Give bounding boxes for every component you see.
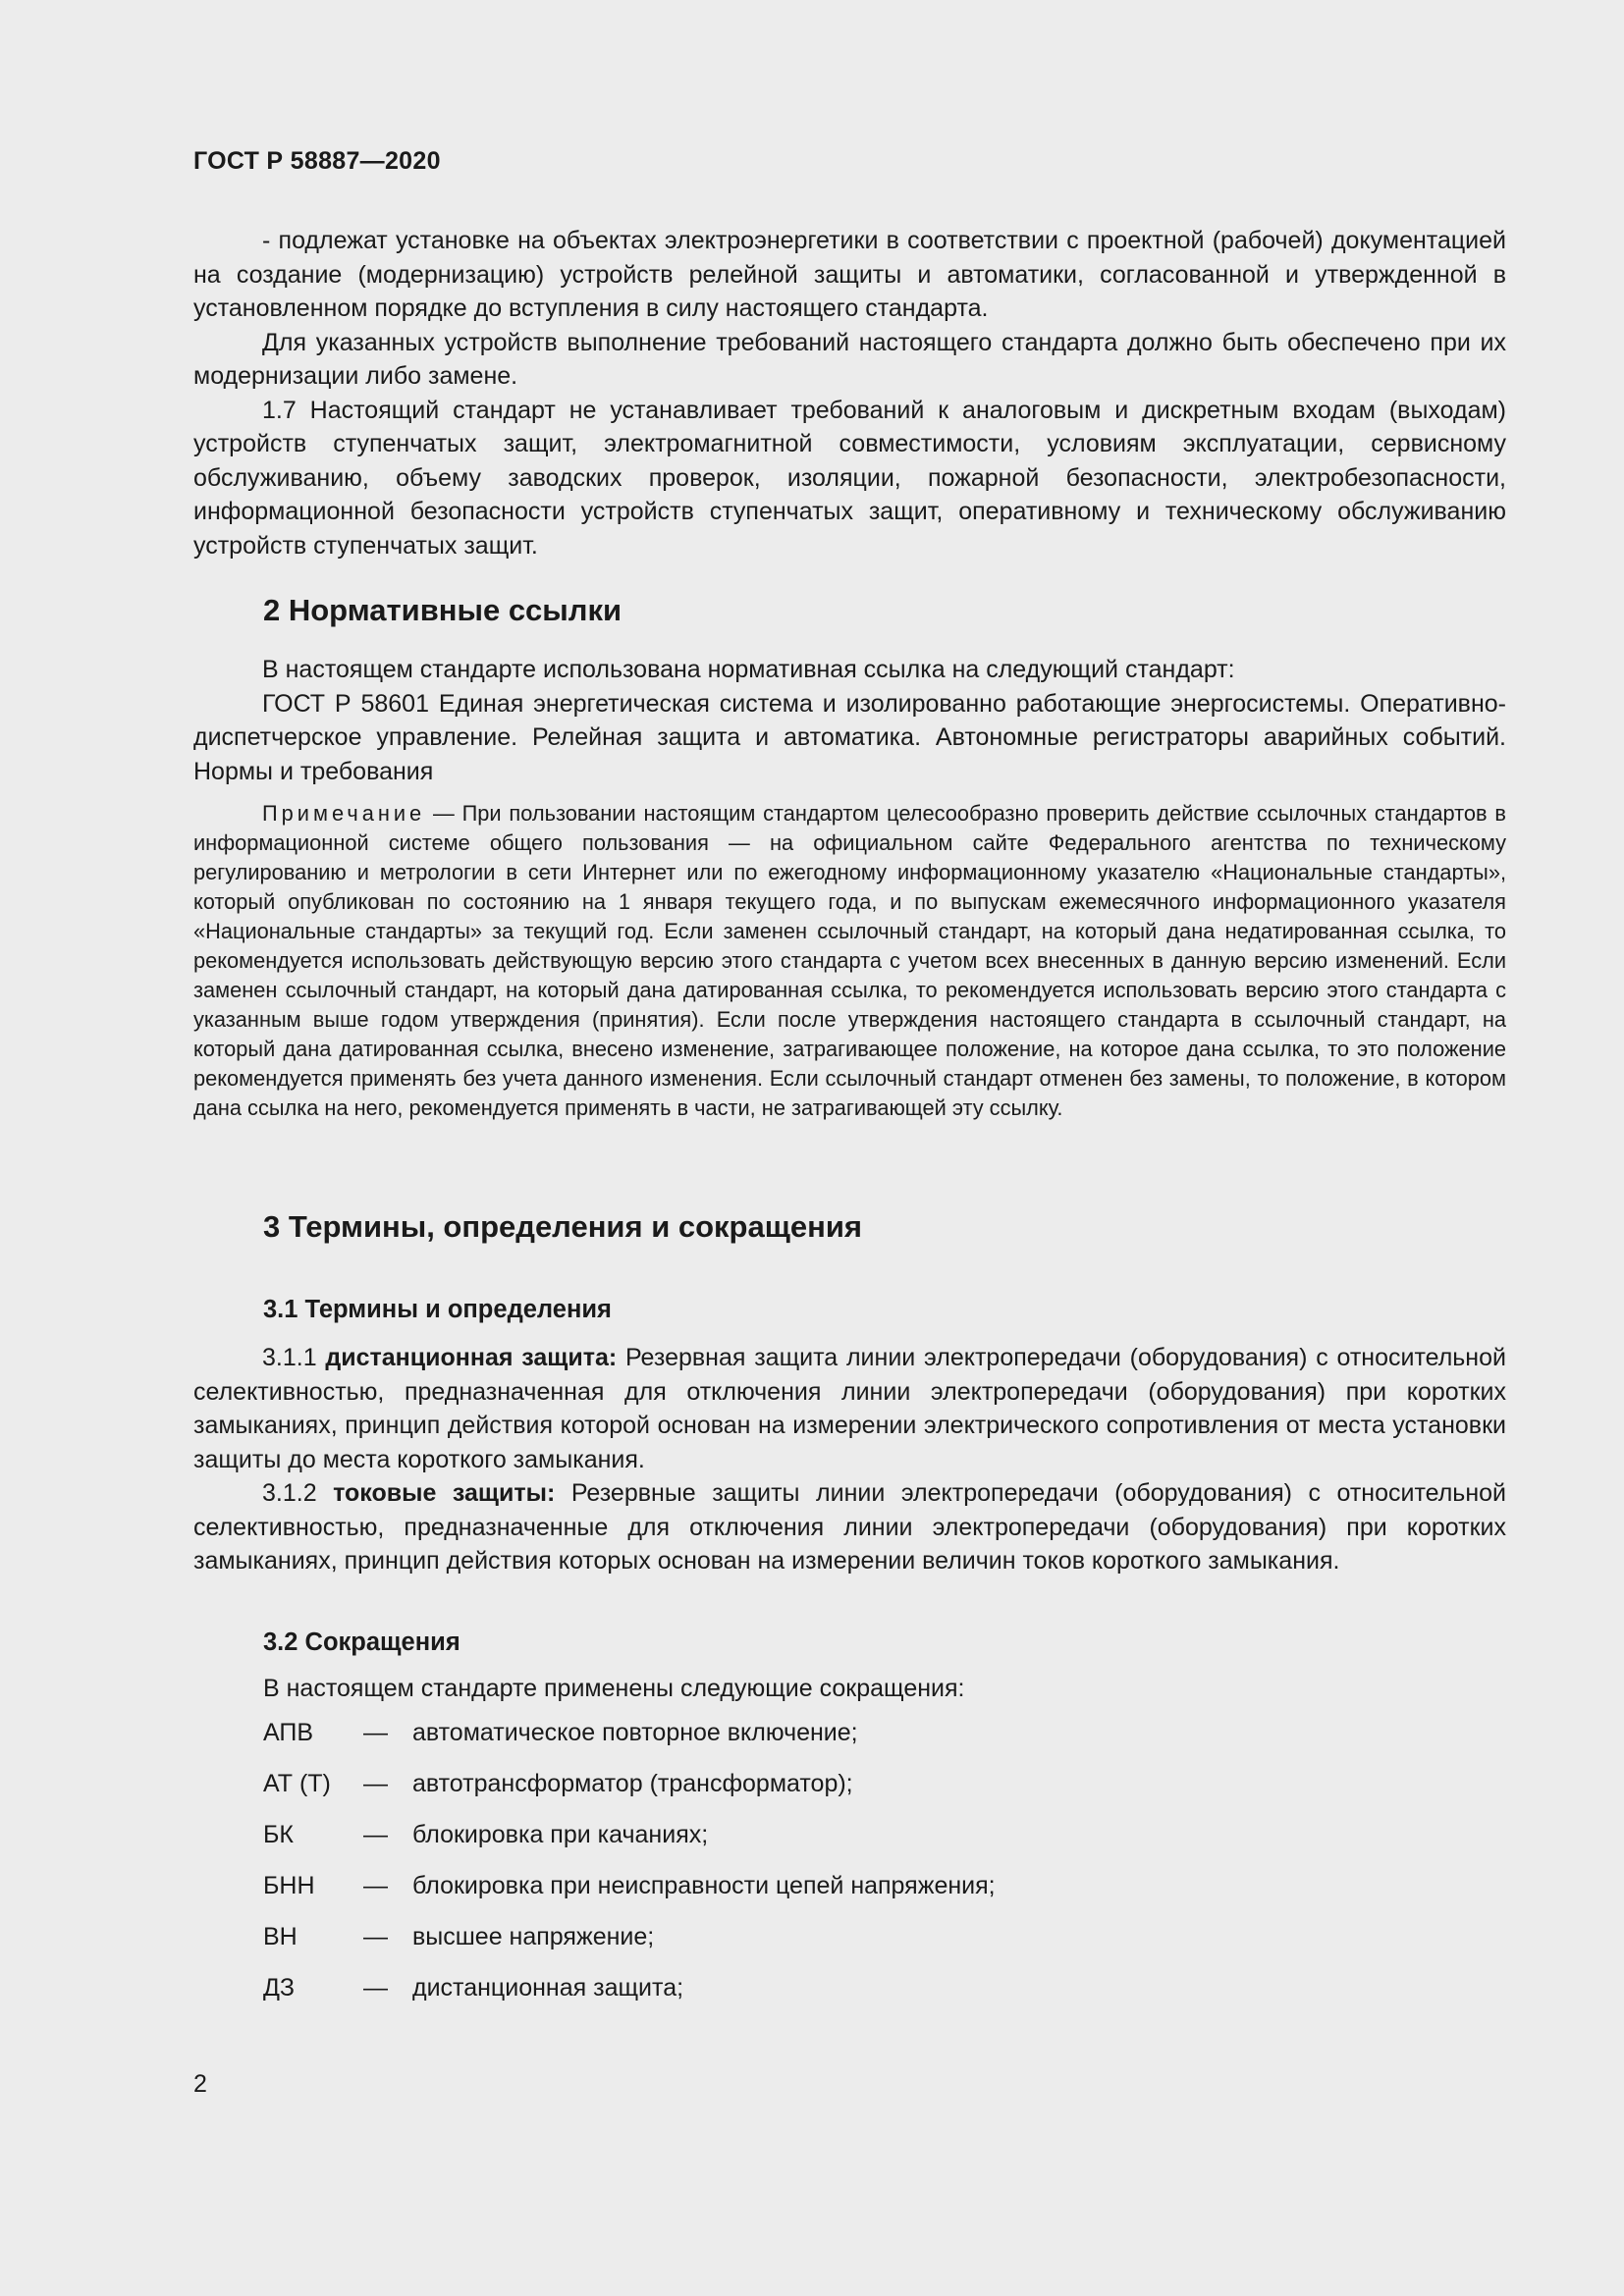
normative-references-text [193,653,1506,788]
note-block [193,799,1506,1123]
term-name: токовые защиты: [333,1479,556,1507]
abbreviations-list [263,1716,996,2022]
note-paragraph [193,799,1506,1123]
section-heading-2: 2 Нормативные ссылки [263,593,623,627]
subsection-heading-3-2: 3.2 Сокращения [263,1629,460,1656]
subsection-heading-3-1: 3.1 Термины и определения [263,1296,612,1323]
abbreviation-meaning: высшее напряжение; [412,1923,655,1950]
abbreviation-code: БНН [263,1872,315,1899]
abbreviation-row [263,1971,996,2022]
paragraph: В настоящем стандарте использована нормативная ссылка на следующий стандарт: [262,656,1235,683]
abbreviation-code: БК [263,1821,294,1848]
abbreviation-dash: — [363,1719,388,1746]
paragraph: 1.7 Настоящий стандарт не устанавливает требований к аналоговым и дискретным входам (выходам) устройств ступенчатых защит, электромагнитной совместимости, условиям эксплуатации, сервисному обслуживанию, объему заводских проверок, изоляции, пожарной безопасности, электробезопасности, информационной безопасности устройств ступенчатых защит, оперативному и техническому обслуживанию устройств ступенчатых защит. [193,396,1506,560]
abbreviation-row [263,1716,996,1767]
abbreviation-code: АПВ [263,1719,314,1746]
term-definition: Резервная защита линии электропередачи (оборудования) с относительной селективностью, предназначенная для отключения линии электропередачи (оборудования) при коротких замыканиях, принцип действия которой основан на измерении электрического сопротивления от места установки защиты до места короткого замыкания. [193,1344,1506,1473]
abbreviation-meaning: блокировка при качаниях; [412,1821,709,1848]
note-label: Примечание [262,801,426,826]
note-text: — При пользовании настоящим стандартом целесообразно проверить действие ссылочных стандартов в информационной системе общего пользования — на официальном сайте Федерального агентства по техническому регулированию и метрологии в сети Интернет или по ежегодному информационному указателю «Национальные стандарты», который опубликован по состоянию на 1 января текущего года, и по выпускам ежемесячного информационного указателя «Национальные стандарты» за текущий год. Если заменен ссылочный стандарт, на который дана недатированная ссылка, то рекомендуется использовать действующую версию этого стандарта с учетом всех внесенных в данную версию изменений. Если заменен ссылочный стандарт, на который дана датированная ссылка, то рекомендуется использовать версию этого стандарта с указанным выше годом утверждения (принятия). Если после утверждения настоящего стандарта в ссылочный стандарт, на который дана датированная ссылка, внесено изменение, затрагивающее положение, на которое дана ссылка, то это положение рекомендуется применять без учета данного изменения. Если ссылочный стандарт отменен без замены, то положение, в котором дана ссылка на него, рекомендуется применять в части, не затрагивающей эту ссылку. [193,801,1506,1120]
paragraph: ГОСТ Р 58601 Единая энергетическая система и изолированно работающие энергосистемы. Оперативно-диспетчерское управление. Релейная защита и автоматика. Автономные регистраторы аварийных событий. Нормы и требования [193,689,1506,785]
section-heading-3: 3 Термины, определения и сокращения [263,1209,862,1244]
abbreviation-meaning: дистанционная защита; [412,1974,684,2002]
abbreviation-meaning: блокировка при неисправности цепей напряжения; [412,1872,996,1899]
abbreviation-code: ДЗ [263,1974,296,2002]
abbreviation-dash: — [363,1974,388,2002]
abbreviation-row [263,1767,996,1818]
abbreviation-meaning: автотрансформатор (трансформатор); [412,1770,853,1797]
abbreviation-dash: — [363,1770,388,1797]
abbreviation-meaning: автоматическое повторное включение; [412,1719,858,1746]
term-number: 3.1.2 [262,1479,334,1507]
abbreviations-intro: В настоящем стандарте применены следующие сокращения: [263,1675,965,1702]
terms-text [193,1341,1506,1578]
abbreviation-row [263,1869,996,1920]
abbreviation-dash: — [363,1923,388,1950]
term-definition: Резервные защиты линии электропередачи (оборудования) с относительной селективностью, предназначенные для отключения линии электропередачи (оборудования) при коротких замыканиях, принцип действия которых основан на измерении величин токов короткого замыкания. [193,1479,1506,1575]
intro-text [193,224,1506,562]
abbreviation-code: ВН [263,1923,298,1950]
abbreviation-dash: — [363,1872,388,1899]
paragraph: Для указанных устройств выполнение требований настоящего стандарта должно быть обеспечено при их модернизации либо замене. [193,328,1506,390]
abbreviation-dash: — [363,1821,388,1848]
abbreviation-code: АТ (Т) [263,1770,331,1797]
term-number: 3.1.1 [262,1344,326,1371]
page-number: 2 [193,2070,207,2098]
abbreviation-row [263,1818,996,1869]
paragraph: - подлежат установке на объектах электроэнергетики в соответствии с проектной (рабочей) документацией на создание (модернизацию) устройств релейной защиты и автоматики, согласованной и утвержденной в установленном порядке до вступления в силу настоящего стандарта. [193,227,1506,322]
running-header: ГОСТ Р 58887—2020 [193,147,441,175]
abbreviation-row [263,1920,996,1971]
term-name: дистанционная защита: [325,1344,618,1371]
term-entry [193,1341,1506,1476]
term-entry [193,1476,1506,1578]
